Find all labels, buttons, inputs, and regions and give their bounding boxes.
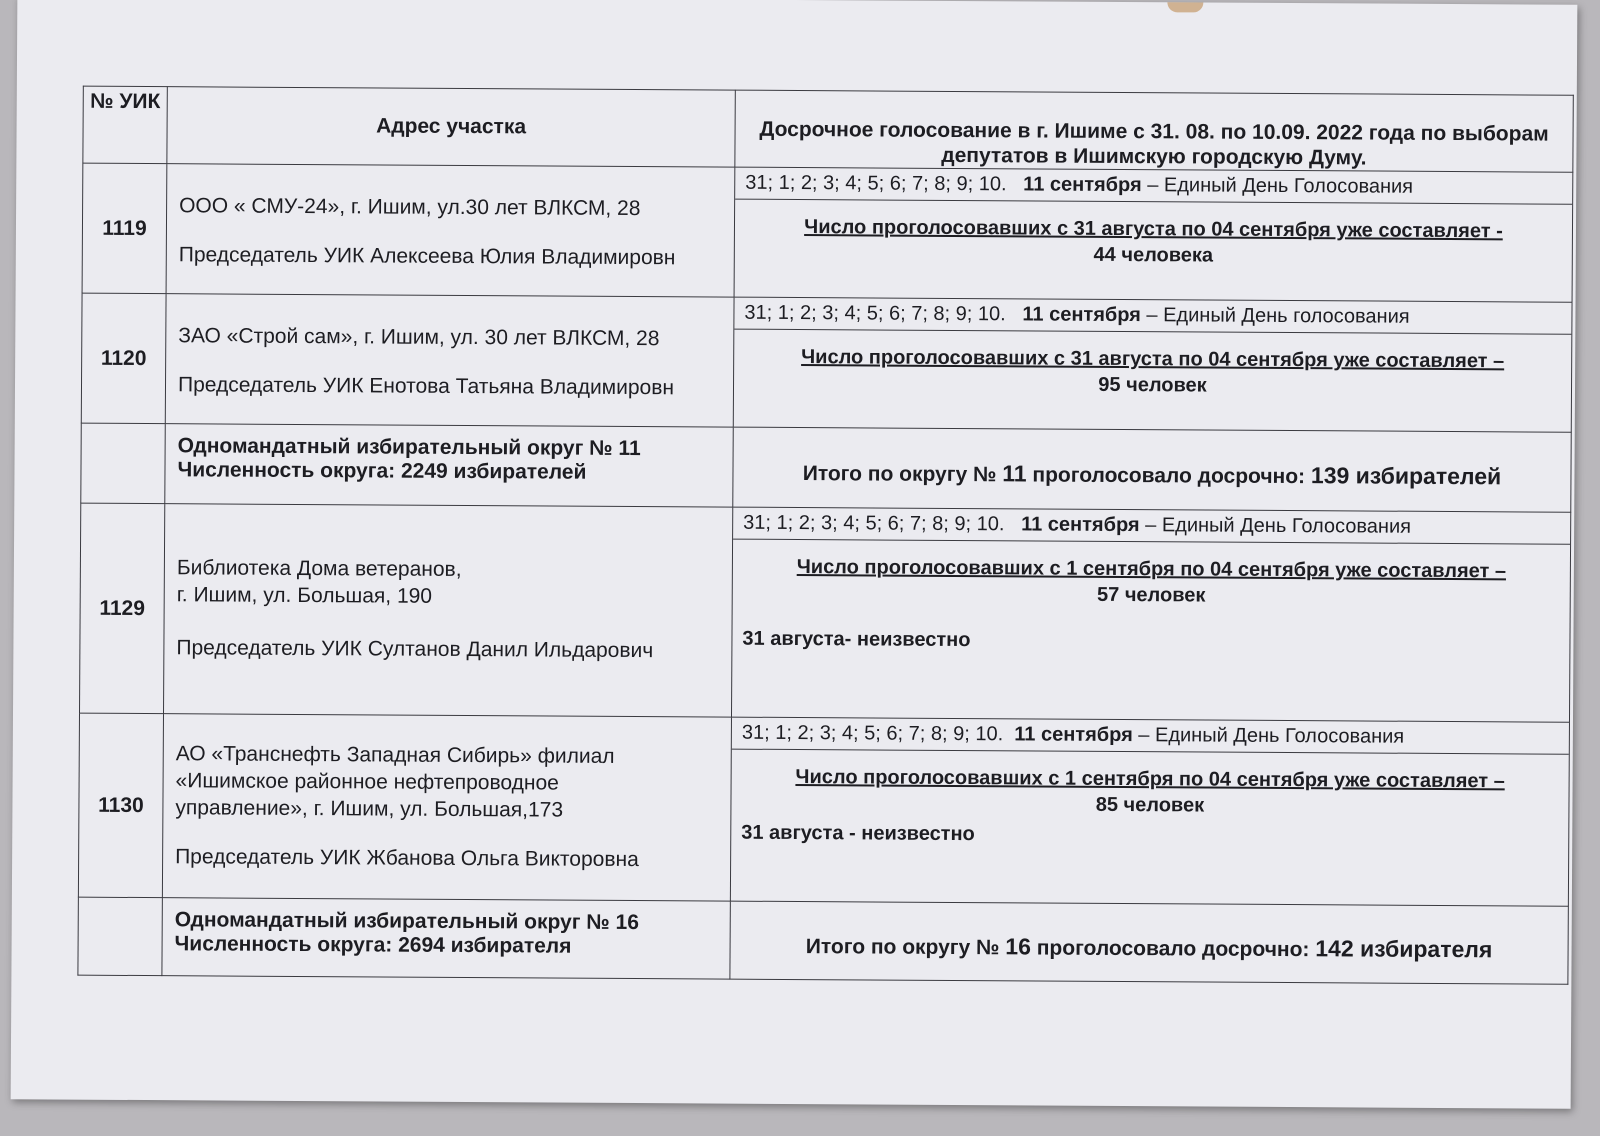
district-row <box>81 423 1571 512</box>
district-name: Одномандатный избирательный округ № 16 <box>174 908 640 935</box>
station-address-line2: г. Ишим, ул. Большая, 190 <box>176 583 433 608</box>
early-voting-table <box>77 86 1573 985</box>
voted-count-value: 85 человек <box>1095 793 1205 817</box>
header-address: Адрес участка <box>167 87 735 167</box>
header-uik: № УИК <box>83 86 167 164</box>
voted-count-value: 95 человек <box>1098 373 1207 397</box>
voting-days <box>732 718 1569 755</box>
election-day: 11 сентября <box>1014 723 1133 747</box>
voted-count <box>733 540 1570 611</box>
days-list: 31; 1; 2; 3; 4; 5; 6; 7; 8; 9; 10. <box>744 301 1006 326</box>
election-day: 11 сентября <box>1022 303 1141 327</box>
days-list: 31; 1; 2; 3; 4; 5; 6; 7; 8; 9; 10. <box>745 171 1007 196</box>
table-row <box>78 713 1569 906</box>
voting-days <box>734 298 1571 335</box>
voted-count-text: Число проголосовавших с 1 сентября по 04 сентября уже составляет – <box>796 556 1507 583</box>
voting-days <box>735 168 1572 205</box>
voting-cell <box>733 297 1572 432</box>
days-list: 31; 1; 2; 3; 4; 5; 6; 7; 8; 9; 10. <box>741 721 1004 746</box>
district-row <box>78 897 1568 984</box>
station-address: ООО « СМУ-24», г. Ишим, ул.30 лет ВЛКСМ, 28 <box>179 194 641 221</box>
commission-chair: Председатель УИК Жбанова Ольга Викторовна <box>175 845 639 872</box>
election-day-note: – Единый День голосования <box>1146 304 1410 328</box>
district-total-value: 139 избирателей <box>1310 462 1502 490</box>
election-day: 11 сентября <box>1023 173 1142 197</box>
district-total <box>730 901 1568 984</box>
election-day-note: – Единый День Голосования <box>1145 514 1412 538</box>
paper-sheet <box>11 0 1578 1109</box>
district-info <box>162 898 730 979</box>
commission-chair: Председатель УИК Алексеева Юлия Владимировн <box>178 243 676 270</box>
district-population: Численность округа: 2249 избирателей <box>177 458 587 484</box>
voting-cell <box>731 507 1570 722</box>
station-address-cell <box>162 714 731 901</box>
voted-count <box>731 750 1568 821</box>
voted-count-text: Число проголосовавших с 1 сентября по 04 сентября уже составляет – <box>795 766 1505 793</box>
district-total-value: 142 избирателя <box>1315 935 1493 963</box>
district-total-mid: проголосовало досрочно: <box>1032 463 1306 489</box>
voted-count <box>734 330 1571 401</box>
empty-uik-cell <box>81 423 165 504</box>
station-address-cell <box>164 504 733 717</box>
district-name: Одномандатный избирательный округ № 11 <box>177 434 641 461</box>
district-info <box>165 424 733 507</box>
district-total-number: 16 <box>1005 933 1032 960</box>
uik-number: 1119 <box>82 163 167 294</box>
election-day: 11 сентября <box>1021 513 1140 537</box>
voted-count-value: 57 человек <box>1096 583 1206 607</box>
voted-count-text: Число проголосовавших с 31 августа по 04 сентября уже составляет - <box>804 216 1503 243</box>
station-address-line2: «Ишимское районное нефтепроводное <box>175 769 559 795</box>
empty-uik-cell <box>78 897 162 976</box>
uik-number: 1130 <box>78 713 163 898</box>
table-row <box>82 163 1573 302</box>
station-address-line3: управление», г. Ишим, ул. Большая,173 <box>175 796 564 822</box>
station-address: ЗАО «Строй сам», г. Ишим, ул. 30 лет ВЛКСМ, 28 <box>178 324 660 351</box>
station-address: АО «Транснефть Западная Сибирь» филиал <box>175 742 615 768</box>
election-day-note: – Единый День Голосования <box>1138 724 1405 748</box>
paper-stain <box>1167 2 1203 12</box>
uik-number: 1129 <box>80 503 165 714</box>
district-population: Численность округа: 2694 избирателя <box>174 932 572 958</box>
commission-chair: Председатель УИК Енотова Татьяна Владимировн <box>177 373 675 400</box>
header-early-voting: Досрочное голосование в г. Ишиме с 31. 08. по 10.09. 2022 года по выборам депутатов в Ишимскую городскую Думу. <box>735 90 1573 172</box>
voted-count-value: 44 человека <box>1093 243 1214 267</box>
district-total-number: 11 <box>1002 460 1027 487</box>
district-total <box>733 427 1571 512</box>
unknown-note: 31 августа - неизвестно <box>741 821 975 846</box>
election-day-note: – Единый День Голосования <box>1147 174 1414 198</box>
unknown-note: 31 августа- неизвестно <box>742 627 971 652</box>
table-row <box>80 503 1571 722</box>
station-address: Библиотека Дома ветеранов, <box>176 556 462 581</box>
station-address-cell <box>166 164 735 297</box>
district-total-prefix: Итого по округу № <box>805 935 1000 960</box>
table-row <box>81 293 1572 432</box>
district-total-prefix: Итого по округу № <box>802 462 997 487</box>
table-header-row <box>83 86 1573 172</box>
voting-days <box>733 508 1570 545</box>
uik-number: 1120 <box>81 293 166 424</box>
station-address-cell <box>165 294 734 427</box>
voted-count-text: Число проголосовавших с 31 августа по 04 сентября уже составляет – <box>801 346 1505 373</box>
voting-cell <box>734 167 1573 302</box>
voted-count <box>735 200 1572 271</box>
voting-cell <box>730 717 1569 906</box>
days-list: 31; 1; 2; 3; 4; 5; 6; 7; 8; 9; 10. <box>743 511 1005 536</box>
district-total-mid: проголосовало досрочно: <box>1036 936 1310 962</box>
commission-chair: Председатель УИК Султанов Данил Ильдарович <box>176 636 654 663</box>
